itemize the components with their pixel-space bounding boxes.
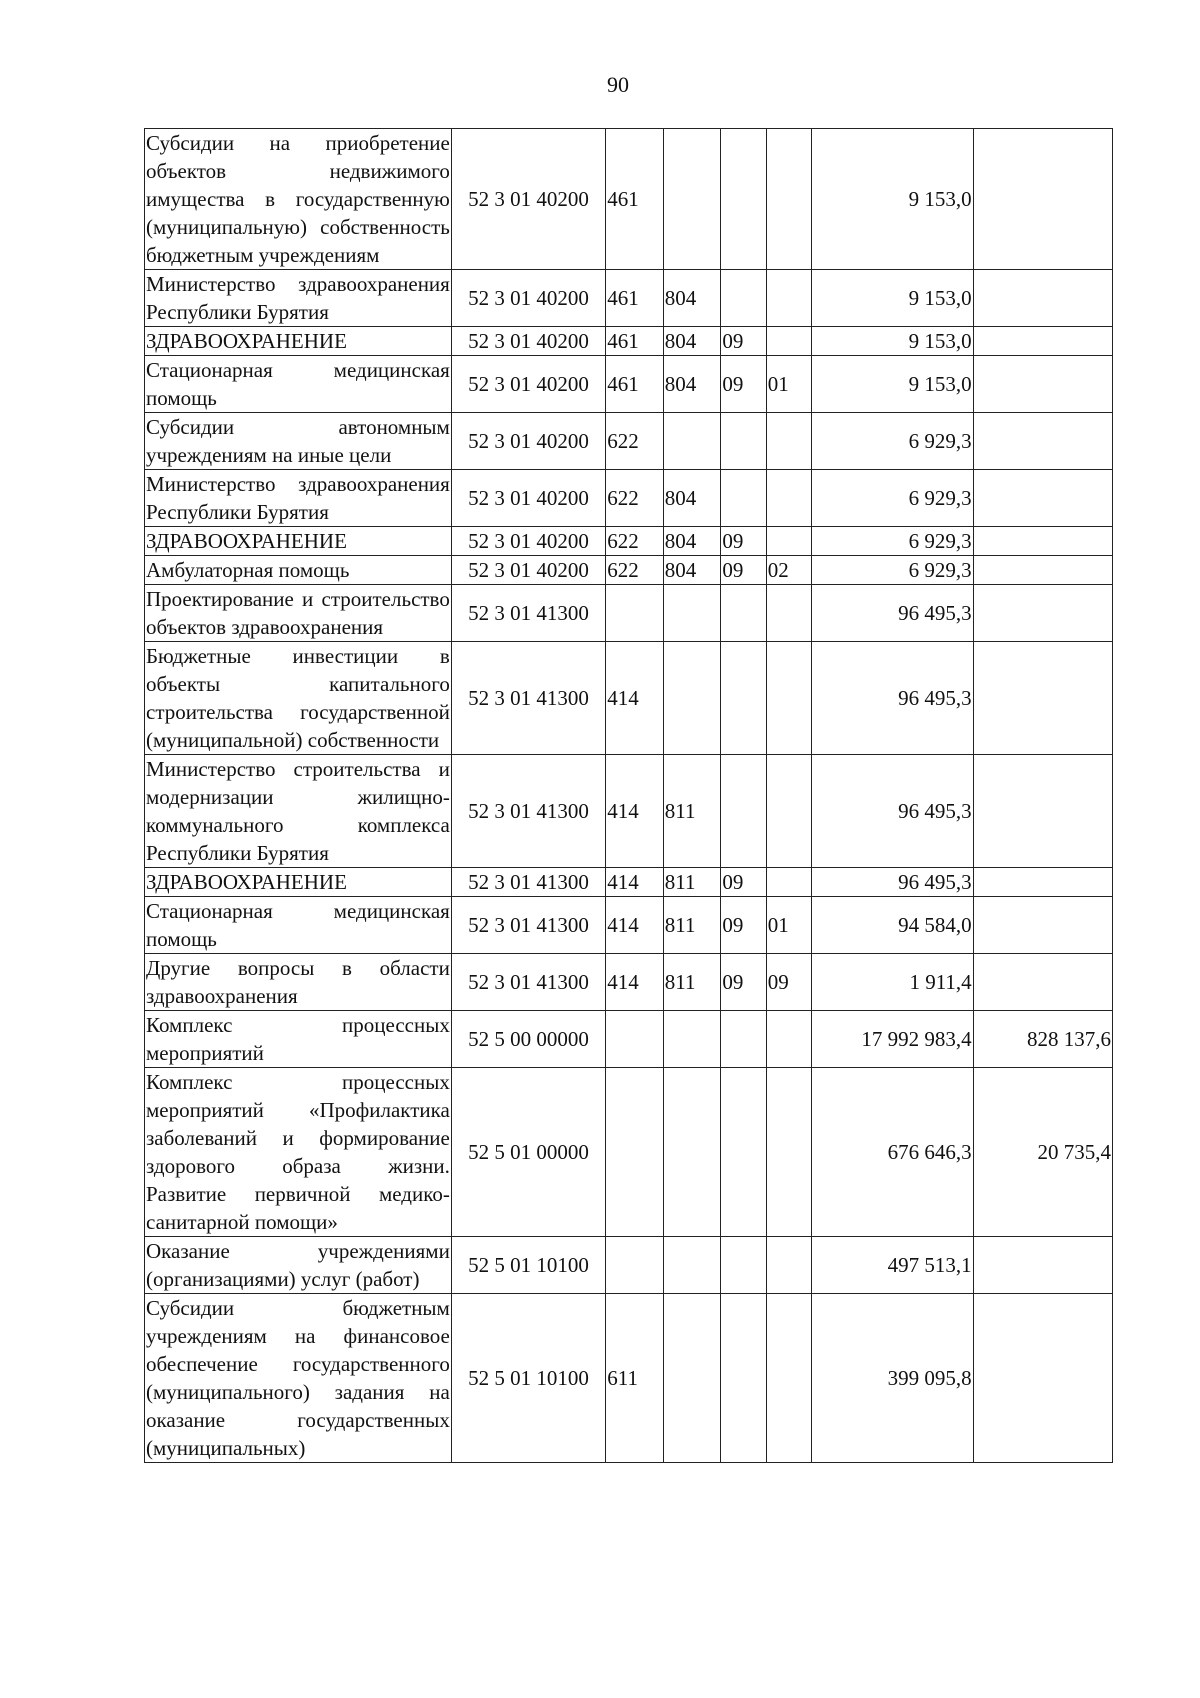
row-name-cell: Министерство здравоохранения Республики Бурятия — [145, 270, 452, 327]
expense-type-cell — [606, 1237, 664, 1294]
amount-federal-cell — [973, 585, 1112, 642]
administrator-cell — [663, 1237, 721, 1294]
amount-federal-cell — [973, 897, 1112, 954]
section-cell: 09 — [721, 327, 766, 356]
administrator-cell — [663, 1011, 721, 1068]
administrator-cell — [663, 1068, 721, 1237]
amount-cell: 9 153,0 — [812, 356, 974, 413]
subsection-cell — [766, 585, 811, 642]
section-cell: 09 — [721, 356, 766, 413]
administrator-cell — [663, 129, 721, 270]
expense-type-cell — [606, 1011, 664, 1068]
expense-type-cell: 622 — [606, 527, 664, 556]
amount-cell: 96 495,3 — [812, 755, 974, 868]
subsection-cell — [766, 270, 811, 327]
expense-type-cell: 622 — [606, 413, 664, 470]
row-name-cell: Субсидии бюджетным учреждениям на финансовое обеспечение государственного (муниципального) задания на оказание государственных (муниципальных) — [145, 1294, 452, 1463]
subsection-cell — [766, 470, 811, 527]
subsection-cell — [766, 527, 811, 556]
expense-type-cell: 622 — [606, 556, 664, 585]
amount-cell: 6 929,3 — [812, 527, 974, 556]
target-article-cell: 52 5 00 00000 — [451, 1011, 605, 1068]
amount-federal-cell — [973, 1237, 1112, 1294]
administrator-cell — [663, 1294, 721, 1463]
table-row — [145, 954, 1113, 1011]
subsection-cell — [766, 129, 811, 270]
table-row — [145, 413, 1113, 470]
amount-federal-cell — [973, 868, 1112, 897]
row-name-cell: Министерство здравоохранения Республики Бурятия — [145, 470, 452, 527]
amount-cell: 9 153,0 — [812, 327, 974, 356]
target-article-cell: 52 3 01 41300 — [451, 755, 605, 868]
amount-cell: 1 911,4 — [812, 954, 974, 1011]
administrator-cell: 811 — [663, 868, 721, 897]
subsection-cell: 02 — [766, 556, 811, 585]
amount-federal-cell — [973, 129, 1112, 270]
target-article-cell: 52 5 01 00000 — [451, 1068, 605, 1237]
target-article-cell: 52 5 01 10100 — [451, 1294, 605, 1463]
amount-federal-cell — [973, 327, 1112, 356]
target-article-cell: 52 3 01 40200 — [451, 527, 605, 556]
row-name-cell: Амбулаторная помощь — [145, 556, 452, 585]
amount-cell: 6 929,3 — [812, 413, 974, 470]
amount-federal-cell — [973, 413, 1112, 470]
table-row — [145, 1237, 1113, 1294]
table-row — [145, 755, 1113, 868]
page-number: 90 — [607, 72, 629, 97]
expense-type-cell — [606, 1068, 664, 1237]
administrator-cell: 804 — [663, 270, 721, 327]
amount-cell: 94 584,0 — [812, 897, 974, 954]
expense-type-cell: 414 — [606, 954, 664, 1011]
amount-cell: 6 929,3 — [812, 470, 974, 527]
expense-type-cell: 461 — [606, 270, 664, 327]
amount-federal-cell: 828 137,6 — [973, 1011, 1112, 1068]
amount-cell: 17 992 983,4 — [812, 1011, 974, 1068]
target-article-cell: 52 3 01 40200 — [451, 470, 605, 527]
administrator-cell: 804 — [663, 470, 721, 527]
administrator-cell — [663, 585, 721, 642]
section-cell: 09 — [721, 527, 766, 556]
target-article-cell: 52 3 01 41300 — [451, 954, 605, 1011]
target-article-cell: 52 3 01 40200 — [451, 356, 605, 413]
section-cell — [721, 755, 766, 868]
expense-type-cell: 611 — [606, 1294, 664, 1463]
amount-cell: 497 513,1 — [812, 1237, 974, 1294]
budget-table — [144, 128, 1113, 1463]
section-cell — [721, 585, 766, 642]
table-row — [145, 868, 1113, 897]
subsection-cell — [766, 1294, 811, 1463]
amount-federal-cell — [973, 1294, 1112, 1463]
section-cell — [721, 1068, 766, 1237]
subsection-cell: 01 — [766, 897, 811, 954]
expense-type-cell: 414 — [606, 897, 664, 954]
amount-federal-cell — [973, 556, 1112, 585]
row-name-cell: Бюджетные инвестиции в объекты капитального строительства государственной (муниципальной) собственности — [145, 642, 452, 755]
administrator-cell: 811 — [663, 755, 721, 868]
subsection-cell — [766, 642, 811, 755]
table-row — [145, 327, 1113, 356]
target-article-cell: 52 3 01 40200 — [451, 270, 605, 327]
subsection-cell — [766, 1011, 811, 1068]
amount-federal-cell — [973, 356, 1112, 413]
amount-cell: 6 929,3 — [812, 556, 974, 585]
section-cell — [721, 470, 766, 527]
table-row — [145, 897, 1113, 954]
section-cell: 09 — [721, 868, 766, 897]
target-article-cell: 52 3 01 41300 — [451, 897, 605, 954]
table-row — [145, 1068, 1113, 1237]
amount-cell: 96 495,3 — [812, 868, 974, 897]
table-row — [145, 527, 1113, 556]
row-name-cell: Оказание учреждениями (организациями) услуг (работ) — [145, 1237, 452, 1294]
amount-federal-cell: 20 735,4 — [973, 1068, 1112, 1237]
amount-federal-cell — [973, 527, 1112, 556]
subsection-cell — [766, 1068, 811, 1237]
subsection-cell — [766, 755, 811, 868]
amount-federal-cell — [973, 954, 1112, 1011]
row-name-cell: Субсидии автономным учреждениям на иные цели — [145, 413, 452, 470]
subsection-cell — [766, 413, 811, 470]
target-article-cell: 52 3 01 41300 — [451, 642, 605, 755]
section-cell: 09 — [721, 897, 766, 954]
subsection-cell — [766, 327, 811, 356]
section-cell — [721, 413, 766, 470]
section-cell — [721, 129, 766, 270]
section-cell — [721, 642, 766, 755]
administrator-cell: 804 — [663, 527, 721, 556]
row-name-cell: Комплекс процессных мероприятий «Профилактика заболеваний и формирование здорового образа жизни. Развитие первичной медико-санитарной помощи» — [145, 1068, 452, 1237]
target-article-cell: 52 5 01 10100 — [451, 1237, 605, 1294]
table-row — [145, 1294, 1113, 1463]
subsection-cell — [766, 1237, 811, 1294]
subsection-cell: 01 — [766, 356, 811, 413]
amount-cell: 9 153,0 — [812, 270, 974, 327]
target-article-cell: 52 3 01 40200 — [451, 327, 605, 356]
target-article-cell: 52 3 01 40200 — [451, 129, 605, 270]
target-article-cell: 52 3 01 41300 — [451, 868, 605, 897]
administrator-cell — [663, 642, 721, 755]
table-row — [145, 470, 1113, 527]
expense-type-cell: 414 — [606, 868, 664, 897]
amount-cell: 96 495,3 — [812, 585, 974, 642]
section-cell — [721, 1294, 766, 1463]
table-row — [145, 585, 1113, 642]
amount-cell: 96 495,3 — [812, 642, 974, 755]
subsection-cell: 09 — [766, 954, 811, 1011]
amount-cell: 399 095,8 — [812, 1294, 974, 1463]
row-name-cell: Министерство строительства и модернизации жилищно-коммунального комплекса Республики Бурятия — [145, 755, 452, 868]
expense-type-cell: 414 — [606, 755, 664, 868]
target-article-cell: 52 3 01 41300 — [451, 585, 605, 642]
amount-federal-cell — [973, 270, 1112, 327]
administrator-cell: 804 — [663, 327, 721, 356]
table-row — [145, 556, 1113, 585]
section-cell — [721, 1237, 766, 1294]
subsection-cell — [766, 868, 811, 897]
section-cell: 09 — [721, 556, 766, 585]
table-row — [145, 356, 1113, 413]
expense-type-cell: 622 — [606, 470, 664, 527]
section-cell — [721, 270, 766, 327]
expense-type-cell: 461 — [606, 327, 664, 356]
amount-federal-cell — [973, 642, 1112, 755]
row-name-cell: Стационарная медицинская помощь — [145, 897, 452, 954]
administrator-cell: 811 — [663, 897, 721, 954]
row-name-cell: Субсидии на приобретение объектов недвижимого имущества в государственную (муниципальную) собственность бюджетным учреждениям — [145, 129, 452, 270]
administrator-cell: 811 — [663, 954, 721, 1011]
target-article-cell: 52 3 01 40200 — [451, 413, 605, 470]
target-article-cell: 52 3 01 40200 — [451, 556, 605, 585]
row-name-cell: ЗДРАВООХРАНЕНИЕ — [145, 527, 452, 556]
expense-type-cell: 461 — [606, 356, 664, 413]
row-name-cell: Комплекс процессных мероприятий — [145, 1011, 452, 1068]
row-name-cell: ЗДРАВООХРАНЕНИЕ — [145, 868, 452, 897]
expense-type-cell — [606, 585, 664, 642]
expense-type-cell: 461 — [606, 129, 664, 270]
section-cell: 09 — [721, 954, 766, 1011]
amount-cell: 676 646,3 — [812, 1068, 974, 1237]
amount-federal-cell — [973, 755, 1112, 868]
administrator-cell — [663, 413, 721, 470]
amount-federal-cell — [973, 470, 1112, 527]
expense-type-cell: 414 — [606, 642, 664, 755]
table-row — [145, 129, 1113, 270]
administrator-cell: 804 — [663, 556, 721, 585]
table-row — [145, 642, 1113, 755]
row-name-cell: Стационарная медицинская помощь — [145, 356, 452, 413]
row-name-cell: ЗДРАВООХРАНЕНИЕ — [145, 327, 452, 356]
row-name-cell: Другие вопросы в области здравоохранения — [145, 954, 452, 1011]
row-name-cell: Проектирование и строительство объектов здравоохранения — [145, 585, 452, 642]
amount-cell: 9 153,0 — [812, 129, 974, 270]
table-row — [145, 270, 1113, 327]
table-row — [145, 1011, 1113, 1068]
section-cell — [721, 1011, 766, 1068]
administrator-cell: 804 — [663, 356, 721, 413]
